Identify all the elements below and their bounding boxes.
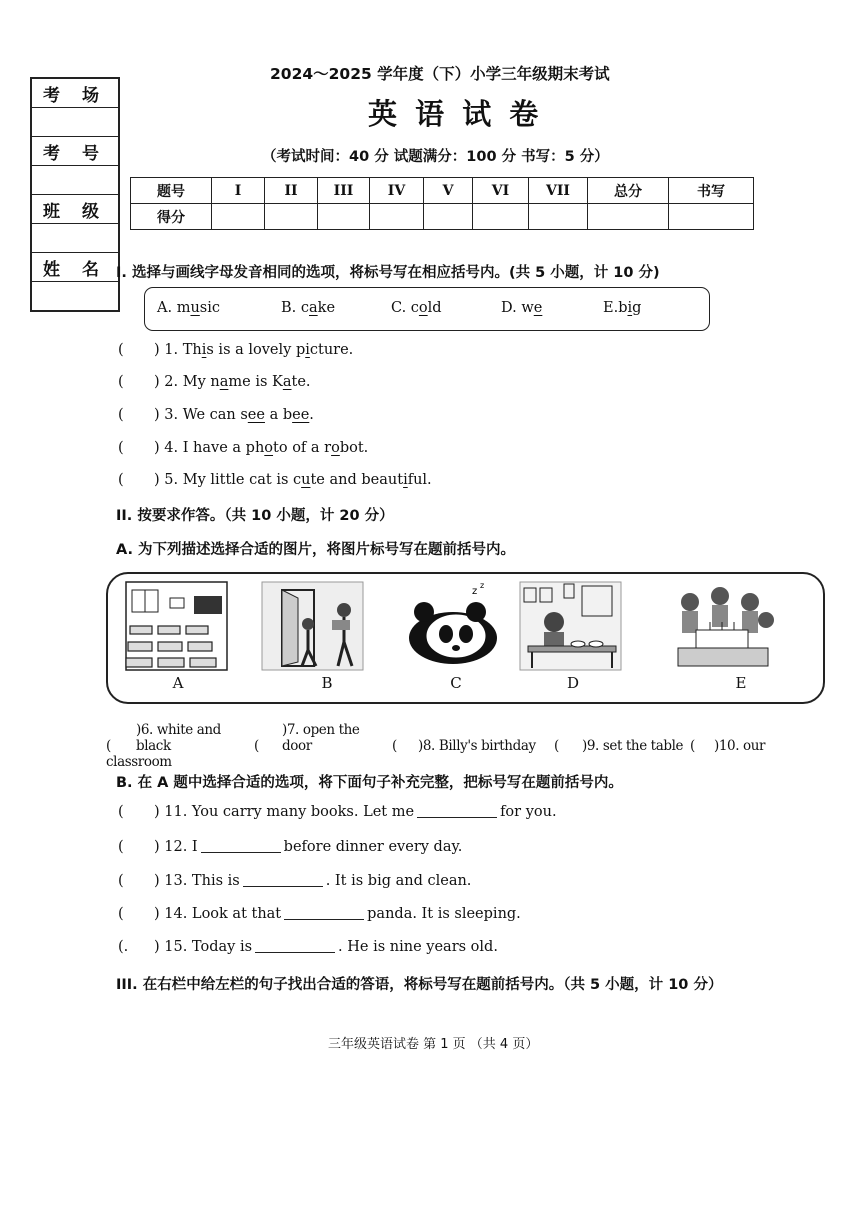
question-text: . [309, 407, 314, 423]
question-row [118, 342, 353, 358]
question-text: . It is big and clean. [325, 873, 472, 889]
question-text: before dinner every day. [283, 839, 463, 855]
section-1-options [144, 287, 710, 331]
question-text: My n [182, 374, 220, 390]
score-header-cell: 题号 [131, 178, 212, 204]
picture-panel [106, 572, 825, 704]
set-table-icon [518, 580, 623, 672]
answer-paren[interactable]: ( [118, 407, 124, 423]
picture-label-d: D [566, 674, 580, 692]
answer-paren[interactable]: ( [118, 440, 124, 456]
score-cell[interactable] [588, 204, 669, 230]
page-title: 英 语 试 卷 [368, 97, 543, 131]
answer-paren[interactable]: ( [690, 738, 695, 754]
option-d: D. we [501, 300, 543, 316]
svg-text:z: z [480, 581, 485, 590]
section-2a-heading: A. 为下列描述选择合适的图片，将图片标号写在题前括号内。 [116, 542, 516, 558]
student-info-box [30, 77, 120, 312]
matching-item: )8. Billy's birthday [418, 738, 536, 754]
fill-question-row [118, 838, 462, 855]
question-number: ) 4. [154, 440, 183, 456]
picture-label-e: E [735, 674, 747, 692]
question-text: bot. [339, 440, 369, 456]
question-text: ) 14. Look at that [154, 906, 282, 922]
answer-paren[interactable]: ( [106, 738, 111, 754]
answer-paren[interactable]: ( [118, 804, 124, 820]
fill-question-row [118, 872, 471, 889]
question-text: . He is nine years old. [338, 939, 498, 955]
option-a: A. music [157, 300, 220, 316]
question-number: ) 5. [154, 472, 183, 488]
score-cell[interactable] [473, 204, 529, 230]
matching-item: )7. open the door [282, 722, 360, 754]
matching-item: )9. set the table [582, 738, 684, 754]
answer-blank[interactable] [243, 872, 323, 887]
fill-question-row [118, 905, 521, 922]
score-header-cell: 书写 [669, 178, 754, 204]
question-text: My little cat is c [182, 472, 302, 488]
score-cell[interactable] [424, 204, 473, 230]
question-text: a b [264, 407, 293, 423]
score-cell[interactable] [529, 204, 588, 230]
question-text: ) 15. Today is [154, 939, 253, 955]
score-cell[interactable] [212, 204, 265, 230]
class-field[interactable] [32, 224, 118, 253]
underlined-letter: i [201, 342, 207, 358]
section-3-heading: III. 在右栏中给左栏的句子找出合适的答语，将标号写在题前括号内。（共 5 小题，计 10 分） [116, 977, 723, 993]
picture-label-a: A [172, 674, 184, 692]
underlined-letter: o [331, 440, 340, 456]
question-text: te and beaut [310, 472, 404, 488]
answer-blank[interactable] [284, 905, 364, 920]
question-number: ) 2. [154, 374, 183, 390]
exam-number-field[interactable] [32, 166, 118, 195]
question-text: We can s [182, 407, 248, 423]
label-class: 班 级 [32, 195, 118, 224]
question-number: ) 3. [154, 407, 183, 423]
svg-text:z: z [472, 586, 478, 597]
underlined-letter: i [403, 472, 408, 488]
question-row [118, 374, 311, 390]
exam-subtitle: 2024～2025 学年度（下）小学三年级期末考试 [270, 65, 610, 83]
exam-info: （考试时间：40 分 试题满分：100 分 书写：5 分） [262, 149, 609, 165]
answer-paren[interactable]: ( [118, 342, 124, 358]
score-header-cell: 总分 [588, 178, 669, 204]
answer-blank[interactable] [417, 803, 497, 818]
question-text: to of a r [273, 440, 332, 456]
open-door-icon [260, 580, 365, 672]
answer-paren[interactable]: ( [254, 738, 259, 754]
answer-paren[interactable]: (. [118, 939, 129, 955]
score-cell[interactable] [669, 204, 754, 230]
matching-item: )10. our classroom [106, 738, 766, 770]
option-e: E.big [603, 300, 642, 316]
classroom-icon [124, 580, 229, 672]
question-text: s is a lovely p [206, 342, 306, 358]
question-text: ) 13. This is [154, 873, 240, 889]
matching-item: )6. white and black [136, 722, 221, 754]
question-text: cture. [309, 342, 354, 358]
label-exam-room: 考 场 [32, 79, 118, 108]
score-header-cell: I [212, 178, 265, 204]
birthday-icon [670, 580, 775, 672]
option-c: C. cold [391, 300, 442, 316]
answer-paren[interactable]: ( [118, 472, 124, 488]
answer-paren[interactable]: ( [118, 374, 124, 390]
panda-icon [398, 580, 503, 672]
section-2-heading: II. 按要求作答。（共 10 小题，计 20 分） [116, 508, 394, 524]
underlined-letter: a [219, 374, 229, 390]
underlined-letter: a [282, 374, 292, 390]
underlined-letter: i [305, 342, 310, 358]
question-row [118, 407, 314, 423]
question-text: ) 11. You carry many books. Let me [154, 804, 415, 820]
score-header-cell: II [265, 178, 318, 204]
question-text: for you. [500, 804, 557, 820]
question-text: panda. It is sleeping. [367, 906, 521, 922]
label-name: 姓 名 [32, 253, 118, 282]
score-header-cell: III [318, 178, 370, 204]
fill-question-row [118, 938, 498, 955]
section-1-heading: I. 选择与画线字母发音相同的选项，将标号写在相应括号内。(共 5 小题，计 10 分) [116, 265, 660, 281]
matching-row [106, 722, 826, 770]
fill-question-row [118, 803, 557, 820]
answer-paren[interactable]: ( [118, 839, 124, 855]
question-row [118, 440, 368, 456]
question-text: I have a ph [182, 440, 265, 456]
picture-label-c: C [450, 674, 462, 692]
question-row [118, 472, 432, 488]
page-footer: 三年级英语试卷 第 1 页 （共 4 页） [328, 1037, 539, 1052]
question-text: te. [291, 374, 311, 390]
question-text: ) 12. I [154, 839, 198, 855]
score-row-label: 得分 [131, 204, 212, 230]
underlined-letter: ee [292, 407, 310, 423]
score-cell[interactable] [370, 204, 424, 230]
score-header-cell: VI [473, 178, 529, 204]
name-field[interactable] [32, 282, 118, 310]
section-2b-heading: B. 在 A 题中选择合适的选项，将下面句子补充完整，把标号写在题前括号内。 [116, 775, 623, 791]
question-text: me is K [228, 374, 283, 390]
exam-room-field[interactable] [32, 108, 118, 137]
underlined-letter: ee [247, 407, 265, 423]
score-cell[interactable] [318, 204, 370, 230]
question-text: Th [182, 342, 202, 358]
answer-blank[interactable] [201, 838, 281, 853]
answer-paren[interactable]: ( [392, 738, 397, 754]
score-table [130, 177, 754, 230]
answer-paren[interactable]: ( [118, 906, 124, 922]
score-header-cell: IV [370, 178, 424, 204]
option-b: B. cake [281, 300, 336, 316]
question-text: ful. [407, 472, 432, 488]
question-number: ) 1. [154, 342, 183, 358]
score-cell[interactable] [265, 204, 318, 230]
label-exam-number: 考 号 [32, 137, 118, 166]
score-header-cell: V [424, 178, 473, 204]
underlined-letter: u [301, 472, 311, 488]
answer-blank[interactable] [255, 938, 335, 953]
underlined-letter: o [264, 440, 274, 456]
picture-label-b: B [321, 674, 333, 692]
answer-paren[interactable]: ( [118, 873, 124, 889]
answer-paren[interactable]: ( [554, 738, 559, 754]
score-header-cell: VII [529, 178, 588, 204]
